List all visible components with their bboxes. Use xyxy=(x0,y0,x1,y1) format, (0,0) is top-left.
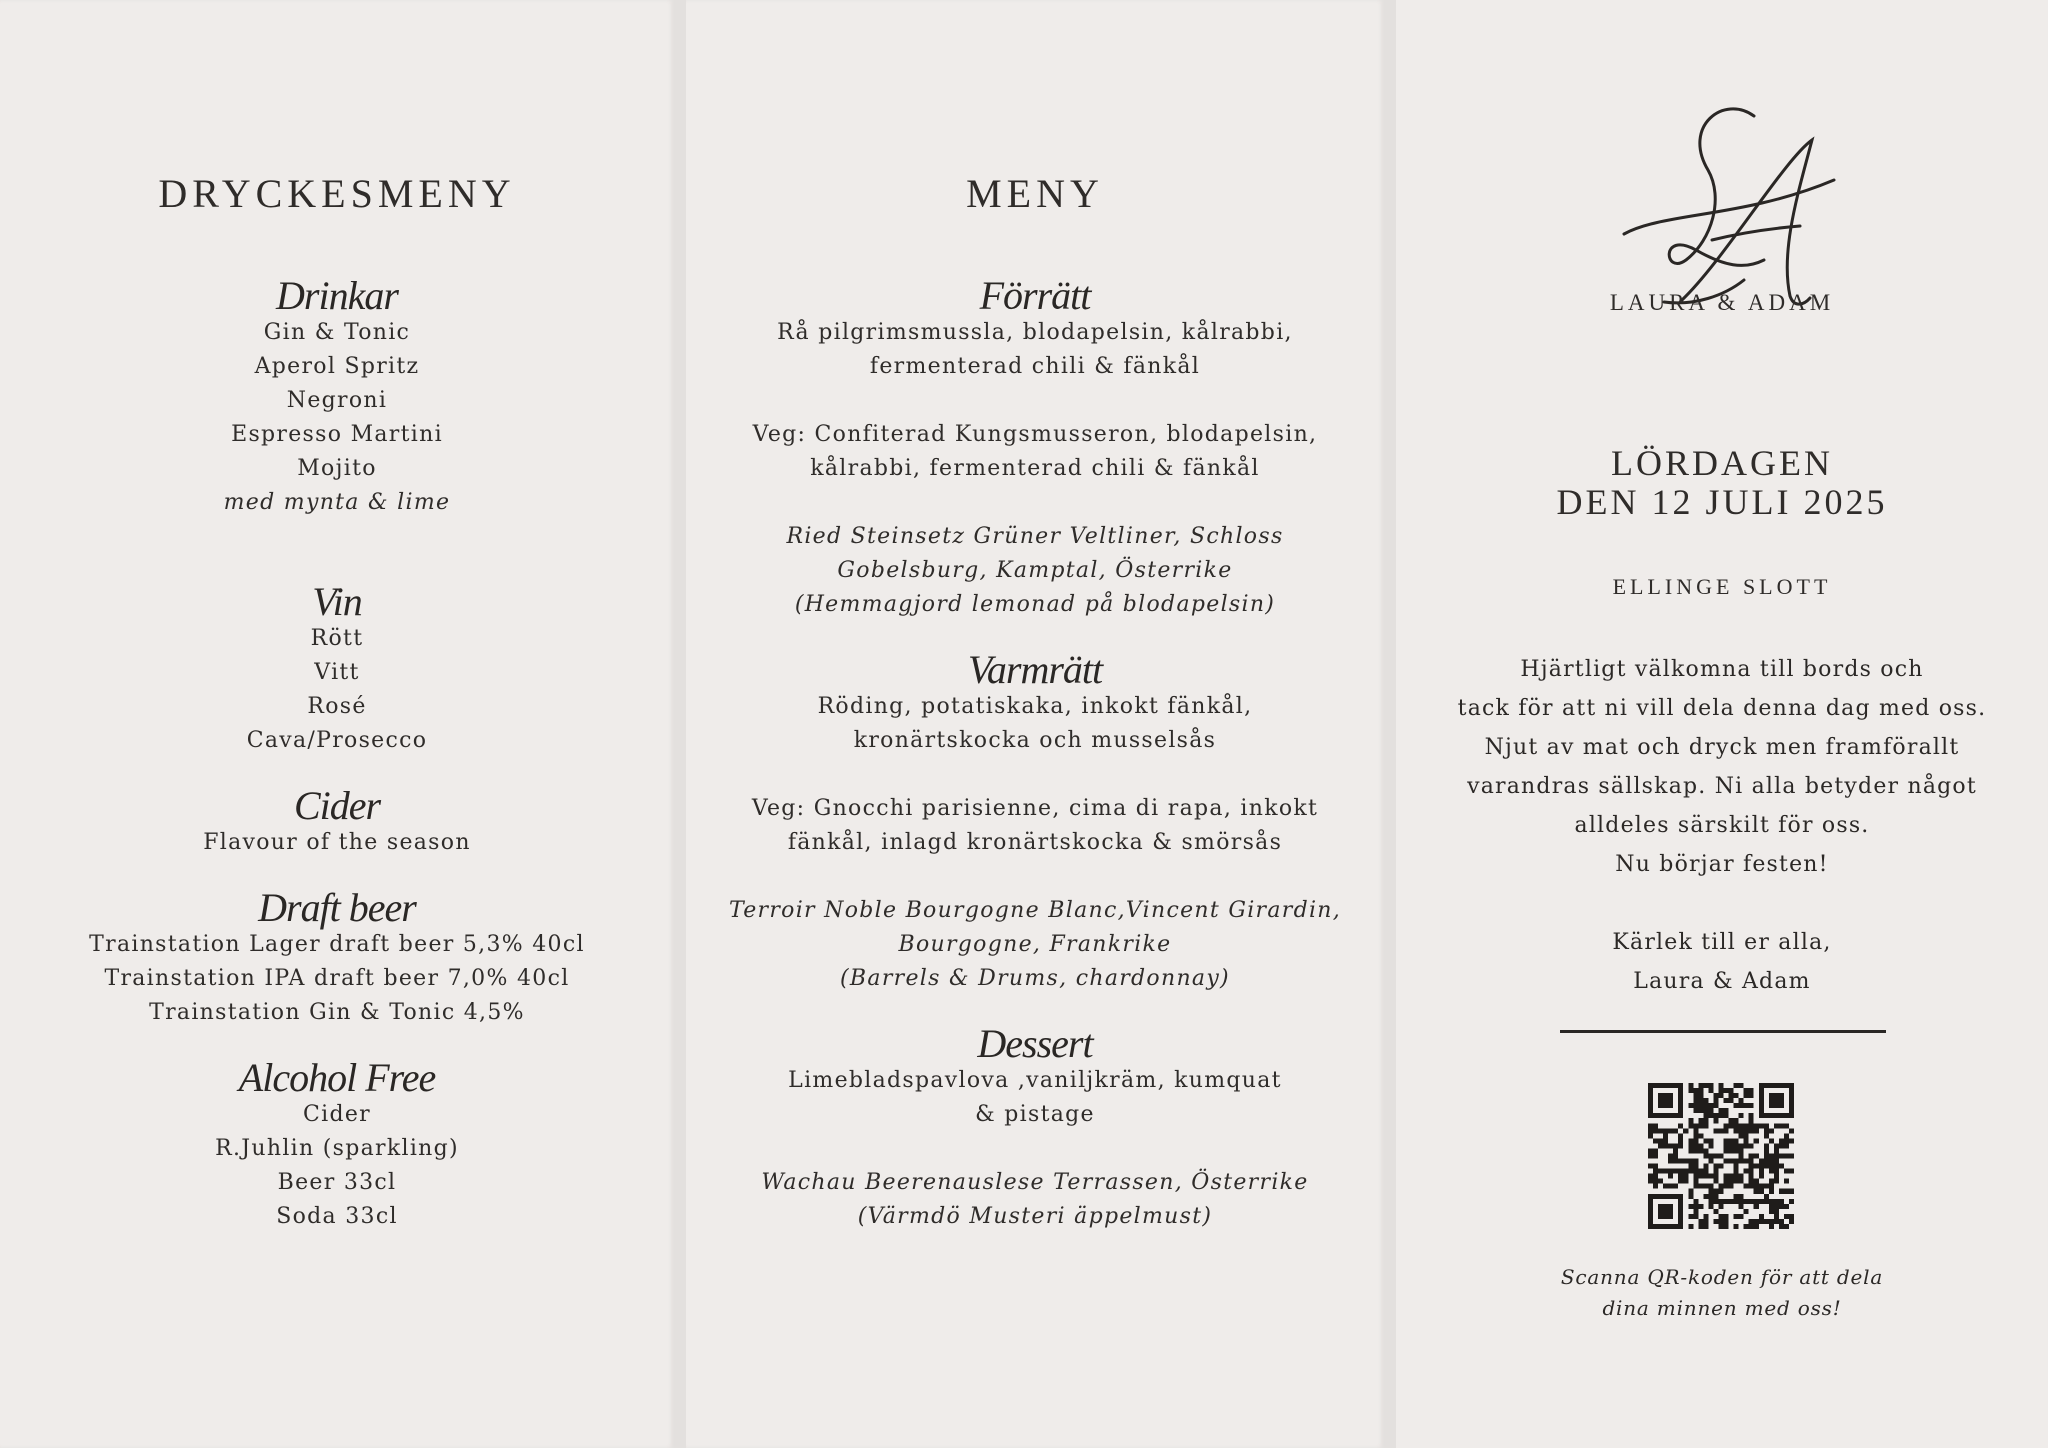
message-line: Nu börjar festen! xyxy=(1615,852,1829,877)
menu-panel xyxy=(686,0,1384,1448)
course-heading: Varmrätt xyxy=(967,647,1103,692)
section-heading: Drinkar xyxy=(276,273,398,318)
qr-caption-line: dina minnen med oss! xyxy=(1602,1296,1842,1320)
drinks-section-cider xyxy=(0,783,674,860)
divider xyxy=(1560,1030,1886,1033)
signoff-line: Kärlek till er alla, xyxy=(1612,930,1832,955)
message-line: Njut av mat och dryck men framförallt xyxy=(1484,735,1960,760)
drinks-section-drinkar xyxy=(0,273,674,520)
list-item: Cava/Prosecco xyxy=(246,728,428,753)
venue: ELLINGE SLOTT xyxy=(1612,574,1832,599)
veg-line: Veg: Confiterad Kungsmusseron, blodapelsin, xyxy=(752,422,1318,447)
list-item: Gin & Tonic xyxy=(263,320,411,345)
veg-line: kålrabbi, fermenterad chili & fänkål xyxy=(810,456,1260,481)
message-line: Hjärtligt välkomna till bords och xyxy=(1520,657,1924,682)
drinks-section-alcohol-free xyxy=(0,1055,674,1234)
list-item: Beer 33cl xyxy=(277,1170,397,1195)
list-item: Flavour of the season xyxy=(203,830,471,855)
wine-line: Gobelsburg, Kamptal, Österrike xyxy=(837,558,1233,583)
list-item: Negroni xyxy=(286,388,388,413)
wine-line: (Hemmagjord lemonad på blodapelsin) xyxy=(794,592,1276,617)
qr-code-icon[interactable] xyxy=(1648,1083,1794,1229)
dish-line: fermenterad chili & fänkål xyxy=(869,354,1201,379)
dish-line: kronärtskocka och musselsås xyxy=(853,728,1217,753)
list-item: R.Juhlin (sparkling) xyxy=(215,1136,459,1161)
wine-line: Ried Steinsetz Grüner Veltliner, Schloss xyxy=(786,524,1284,549)
course-forratt xyxy=(686,273,1384,622)
veg-line: Veg: Gnocchi parisienne, cima di rapa, inkokt xyxy=(751,796,1319,821)
message-line: varandras sällskap. Ni alla betyder något xyxy=(1467,774,1977,799)
drinks-title: DRYCKESMENY xyxy=(158,171,516,216)
item-note: med mynta & lime xyxy=(223,490,451,515)
couple-names: LAURA & ADAM xyxy=(1609,290,1835,315)
drinks-section-vin xyxy=(0,579,674,758)
message-line: tack för att ni vill dela denna dag med oss. xyxy=(1457,696,1987,721)
section-heading: Alcohol Free xyxy=(238,1055,436,1100)
date-line-2: DEN 12 JULI 2025 xyxy=(1556,482,1888,522)
dish-line: Röding, potatiskaka, inkokt fänkål, xyxy=(817,694,1253,719)
dish-line: & pistage xyxy=(975,1102,1095,1127)
signoff-line: Laura & Adam xyxy=(1633,969,1811,994)
list-item: Trainstation IPA draft beer 7,0% 40cl xyxy=(104,966,570,991)
list-item: Espresso Martini xyxy=(231,422,443,447)
drinks-panel xyxy=(0,0,674,1448)
course-dessert xyxy=(686,1021,1384,1234)
wine-line: (Barrels & Drums, chardonnay) xyxy=(840,966,1230,991)
course-varmratt xyxy=(686,647,1384,996)
section-heading: Cider xyxy=(293,783,381,828)
section-heading: Vin xyxy=(312,579,362,624)
section-heading: Draft beer xyxy=(258,885,416,930)
wine-line: Wachau Beerenauslese Terrassen, Österrike xyxy=(761,1170,1309,1195)
qr-caption xyxy=(1396,1262,2048,1324)
course-heading: Förrätt xyxy=(979,273,1091,318)
dish-line: Rå pilgrimsmussla, blodapelsin, kålrabbi, xyxy=(777,320,1293,345)
veg-line: fänkål, inlagd kronärtskocka & smörsås xyxy=(787,830,1283,855)
info-panel xyxy=(1396,0,2048,1448)
menu-title: MENY xyxy=(966,171,1104,216)
qr-caption-line: Scanna QR-koden för att dela xyxy=(1560,1265,1884,1289)
dish-line: Limebladspavlova ,vaniljkräm, kumquat xyxy=(788,1068,1282,1093)
list-item: Aperol Spritz xyxy=(254,354,420,379)
list-item: Cider xyxy=(303,1102,371,1127)
wine-line: Bourgogne, Frankrike xyxy=(898,932,1172,957)
message-line: alldeles särskilt för oss. xyxy=(1574,813,1870,838)
list-item: Soda 33cl xyxy=(276,1204,398,1229)
list-item: Rött xyxy=(310,626,364,651)
welcome-message xyxy=(1396,650,2048,1001)
drinks-section-draft-beer xyxy=(0,885,674,1030)
list-item: Trainstation Gin & Tonic 4,5% xyxy=(149,1000,525,1025)
course-heading: Dessert xyxy=(977,1021,1093,1066)
wine-line: Terroir Noble Bourgogne Blanc,Vincent Girardin, xyxy=(728,898,1342,923)
date-line-1: LÖRDAGEN xyxy=(1611,443,1833,483)
wine-line: (Värmdö Musteri äppelmust) xyxy=(857,1204,1213,1229)
list-item: Trainstation Lager draft beer 5,3% 40cl xyxy=(89,932,585,957)
list-item: Rosé xyxy=(307,694,367,719)
list-item: Vitt xyxy=(314,660,360,685)
list-item: Mojito xyxy=(297,456,377,481)
